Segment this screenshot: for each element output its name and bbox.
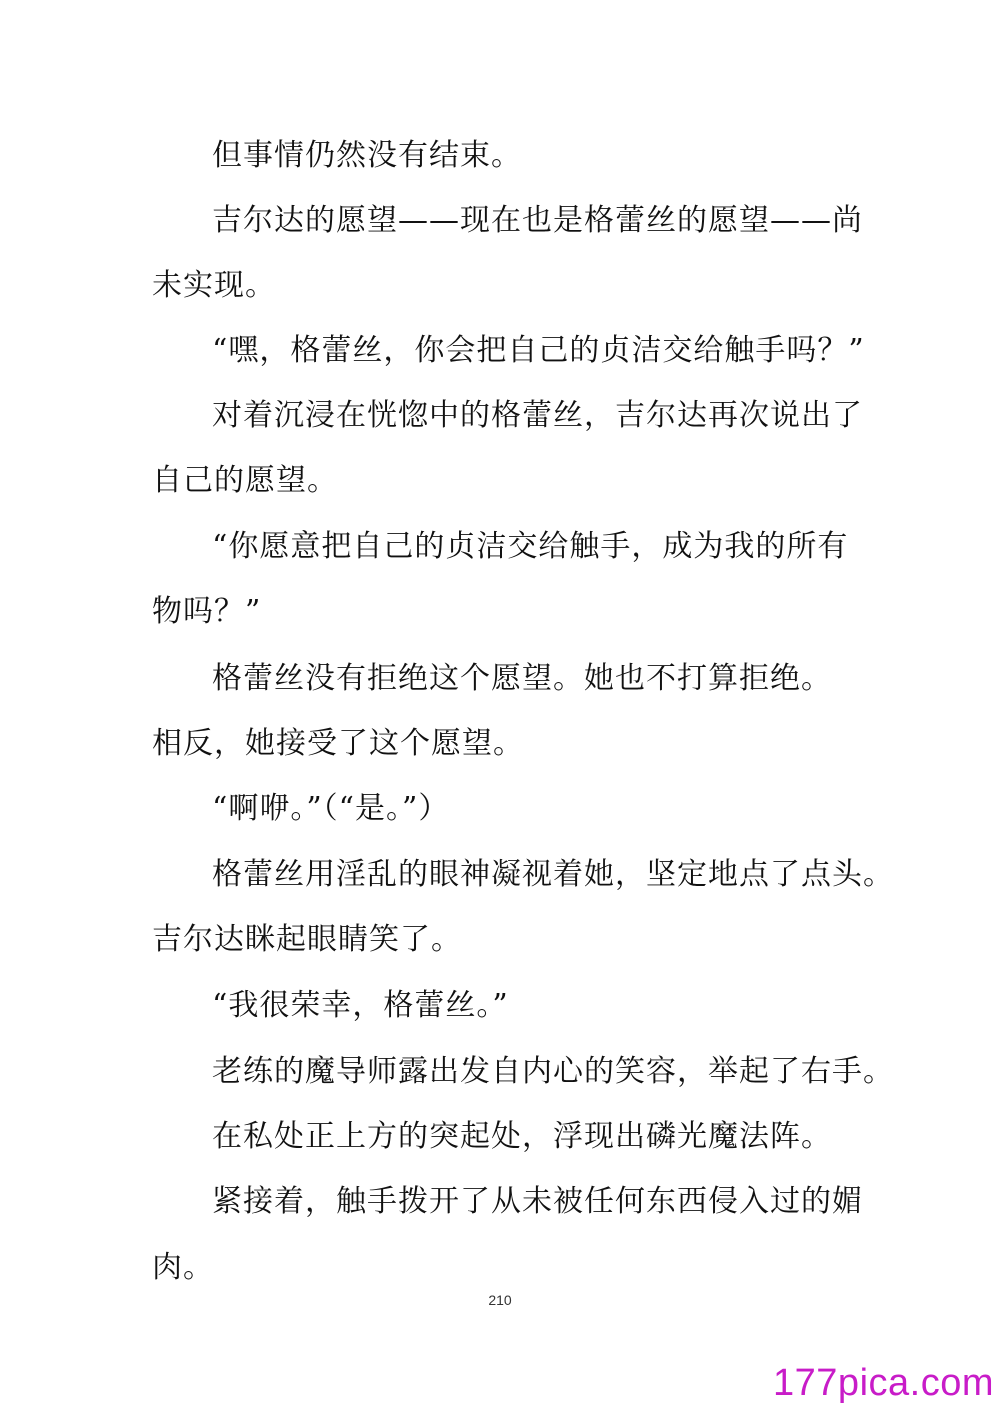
paragraph-line: 格蕾丝没有拒绝这个愿望。她也不打算拒绝。 bbox=[212, 661, 832, 696]
paragraph-line: “嘿，格蕾丝，你会把自己的贞洁交给触手吗？” bbox=[212, 333, 865, 368]
paragraph-line: 在私处正上方的突起处，浮现出磷光魔法阵。 bbox=[212, 1119, 832, 1154]
paragraph-line: 格蕾丝用淫乱的眼神凝视着她，坚定地点了点头。 bbox=[212, 857, 894, 892]
page-number: 210 bbox=[488, 1292, 512, 1308]
paragraph-line: 吉尔达眯起眼睛笑了。 bbox=[152, 922, 462, 957]
paragraph-line: 紧接着，触手拨开了从未被任何东西侵入过的媚 bbox=[212, 1184, 863, 1219]
paragraph-line: 但事情仍然没有结束。 bbox=[212, 138, 522, 173]
paragraph-line: 对着沉浸在恍惚中的格蕾丝，吉尔达再次说出了 bbox=[212, 398, 863, 433]
paragraph-line: 未实现。 bbox=[152, 268, 276, 303]
paragraph-line: 肉。 bbox=[152, 1250, 214, 1285]
paragraph-line: “你愿意把自己的贞洁交给触手，成为我的所有 bbox=[212, 529, 849, 564]
paragraph-line: 物吗？” bbox=[152, 594, 262, 629]
paragraph-line: 吉尔达的愿望——现在也是格蕾丝的愿望——尚 bbox=[212, 203, 863, 238]
paragraph-line: “我很荣幸，格蕾丝。” bbox=[212, 988, 509, 1023]
paragraph-line: “啊咿。”（“是。”） bbox=[212, 791, 450, 826]
paragraph-line: 自己的愿望。 bbox=[152, 463, 338, 498]
paragraph-line: 老练的魔导师露出发自内心的笑容，举起了右手。 bbox=[212, 1054, 894, 1089]
watermark: 177pica.com bbox=[773, 1362, 994, 1404]
paragraph-line: 相反，她接受了这个愿望。 bbox=[152, 726, 524, 761]
